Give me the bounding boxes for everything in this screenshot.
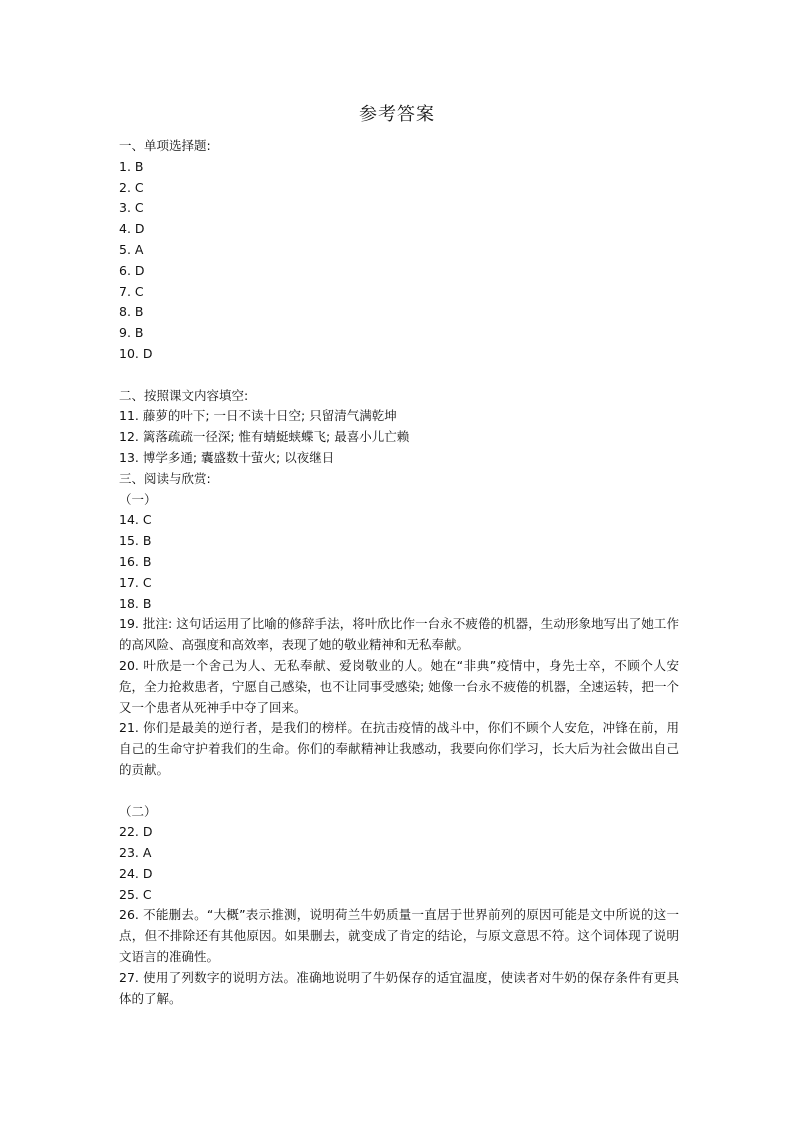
- answer-item: 10. D: [119, 345, 153, 361]
- answer-item: 3. C: [119, 200, 144, 216]
- answer-item: 4. D: [119, 221, 145, 237]
- answer-item: 22. D: [119, 824, 153, 840]
- answer-item: 11. 藤萝的叶下; 一日不读十日空; 只留清气满乾坤: [119, 408, 397, 424]
- answer-item: 2. C: [119, 179, 144, 195]
- answer-content: [119, 136, 679, 1009]
- answer-item: 18. B: [119, 595, 152, 611]
- answer-paragraph-21: 21. 你们是最美的逆行者，是我们的榜样。在抗击疫情的战斗中，你们不顾个人安危，冲锋在前，用自己的生命守护着我们的生命。你们的奉献精神让我感动，我要向你们学习，长大后为社会做出自己的贡献。: [119, 720, 679, 777]
- part-label-2: （二）: [119, 803, 157, 819]
- answer-item: 23. A: [119, 845, 152, 861]
- answer-item: 13. 博学多通; 囊盛数十萤火; 以夜继日: [119, 449, 335, 465]
- section-heading-multiple-choice: 一、单项选择题:: [119, 138, 211, 153]
- answer-item: 14. C: [119, 512, 152, 528]
- answer-item: 5. A: [119, 241, 144, 257]
- section-heading-reading: 三、阅读与欣赏:: [119, 470, 211, 486]
- answer-item: 25. C: [119, 886, 152, 902]
- answer-paragraph-19: 19. 批注: 这句话运用了比喻的修辞手法，将叶欣比作一台永不疲倦的机器，生动形象地写出了她工作的高风险、高强度和高效率，表现了她的敬业精神和无私奉献。: [119, 616, 679, 653]
- spacer: [119, 365, 679, 386]
- answer-item: 16. B: [119, 553, 152, 569]
- answer-item: 9. B: [119, 325, 144, 341]
- section-heading-fill-in: 二、按照课文内容填空:: [119, 387, 249, 403]
- answer-item: 15. B: [119, 533, 152, 549]
- answer-item: 6. D: [119, 262, 145, 278]
- answer-item: 12. 篱落疏疏一径深; 惟有蜻蜓蛱蝶飞; 最喜小儿亡赖: [119, 429, 410, 445]
- answer-item: 17. C: [119, 574, 152, 590]
- answer-item: 8. B: [119, 304, 144, 320]
- answer-item: 7. C: [119, 283, 144, 299]
- spacer: [119, 781, 679, 802]
- page-title: 参考答案: [359, 104, 435, 125]
- answer-paragraph-26: 26. 不能删去。“大概”表示推测，说明荷兰牛奶质量一直居于世界前列的原因可能是文中所说的这一点，但不排除还有其他原因。如果删去，就变成了肯定的结论，与原文意思不符。这个词体现了说明文语言的准确性。: [119, 907, 679, 965]
- answer-paragraph-20: 20. 叶欣是一个舍己为人、无私奉献、爱岗敬业的人。她在“非典”疫情中，身先士卒，不顾个人安危，全力抢救患者，宁愿自己感染，也不让同事受感染; 她像一台永不疲倦的机器，全速运转，把一个又一个患者从死神手中夺了回来。: [119, 657, 679, 715]
- answer-paragraph-27: 27. 使用了列数字的说明方法。准确地说明了牛奶保存的适宜温度，使读者对牛奶的保存条件有更具体的了解。: [119, 969, 679, 1006]
- answer-item: 24. D: [119, 865, 153, 881]
- answer-item: 1. B: [119, 158, 144, 174]
- part-label-1: （一）: [119, 491, 157, 507]
